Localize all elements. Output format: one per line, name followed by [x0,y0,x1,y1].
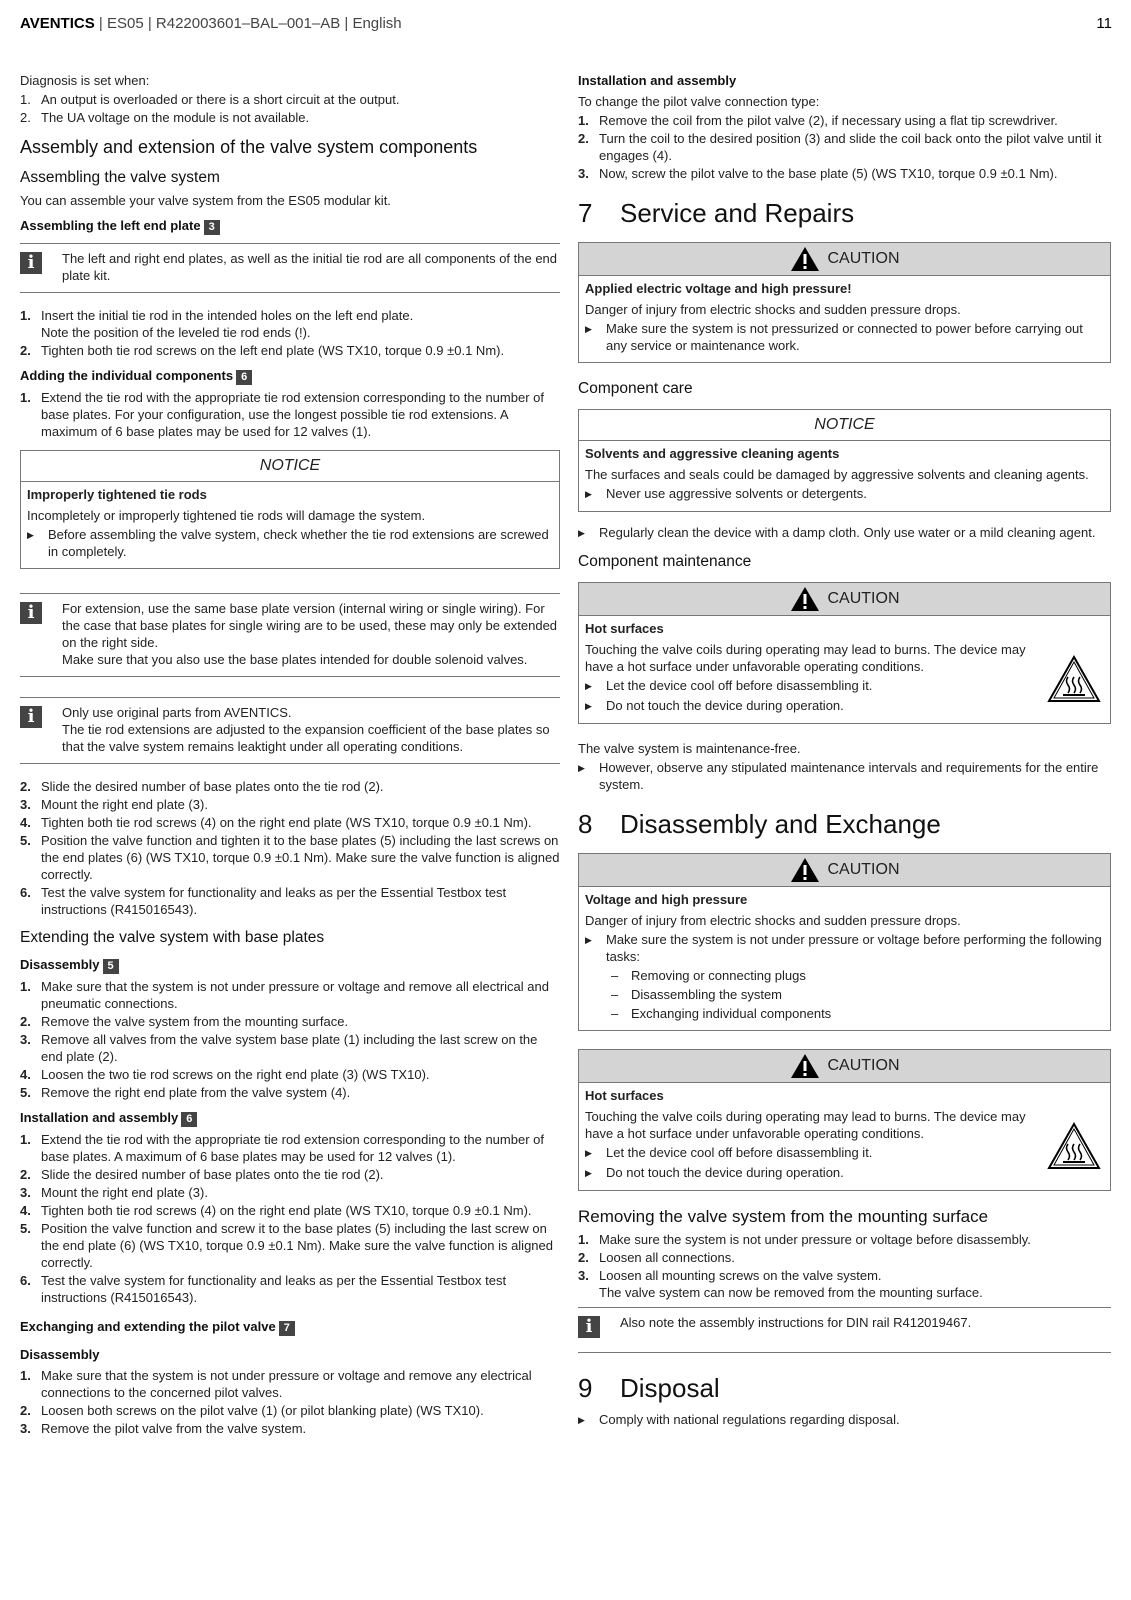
list-item: 2. Loosen both screws on the pilot valve (1) (or pilot blanking plate) (WS TX10). [20,1403,484,1418]
list-item: 1. An output is overloaded or there is a short circuit at the output. [20,92,400,107]
list-item: ▶ Never use aggressive solvents or detergents. [585,486,867,501]
brand-name: AVENTICS [20,15,95,32]
list-item: 5. Remove the right end plate from the valve system (4). [20,1085,351,1100]
list-item: 1. Extend the tie rod with the appropriate tie rod extension corresponding to the number of base plates. For your configuration, use the longest possible tie rod extensions. A maximum of 6 base plates may be used for 12 valves (1). [20,390,544,439]
figure-ref: 6 [181,1112,197,1127]
caution-box: CAUTION Applied electric voltage and high pressure! Danger of injury from electric shocks and sudden pressure drops. ▶ Make sure the system is not pressurized or connected to power before carrying out any service or maintenance work. [578,242,1111,363]
figure-ref: 5 [103,959,119,974]
figure-ref: 3 [204,220,220,235]
bullet-arrow-icon: ▶ [27,530,34,540]
warning-triangle-icon [790,246,820,272]
list-item: 2. Slide the desired number of base plates onto the tie rod (2). [20,1167,384,1182]
list-item: 1. Make sure the system is not under pressure or voltage before disassembly. [578,1232,1031,1247]
heading-removing: Removing the valve system from the mounting surface [578,1207,989,1226]
list-item: 2. Tighten both tie rod screws on the left end plate (WS TX10, torque 0.9 ±0.1 Nm). [20,343,505,358]
list-item: 6. Test the valve system for functionality and leaks as per the Essential Testbox test instructions (R415016543). [20,1273,507,1305]
list-item: ▶ Regularly clean the device with a damp cloth. Only use water or a mild cleaning agent. [578,525,1096,540]
left-column [20,72,560,1438]
notice-box: NOTICE Solvents and aggressive cleaning agents The surfaces and seals could be damaged by aggressive solvents and cleaning agents. ▶ Never use aggressive solvents or detergents. [578,409,1111,512]
heading-extending: Extending the valve system with base plates [20,929,325,946]
warning-triangle-icon [790,586,820,612]
page-number: 11 [1096,15,1112,32]
list-item: ▶ Let the device cool off before disassembling it. [585,1145,873,1160]
info-box: i Also note the assembly instructions for DIN rail R412019467. [578,1307,1111,1353]
list-item: 3. Remove all valves from the valve system base plate (1) including the last screw on the end plate (2). [20,1032,538,1064]
caution-box: CAUTION Voltage and high pressure Danger of injury from electric shocks and sudden pressure drops. ▶ Make sure the system is not under pressure or voltage before performing the following tasks: – Removing or connecting plugs – Disassembling the system – Exchanging individual components [578,853,1111,1031]
installation-steps [20,1131,560,1306]
list-item: 3. Remove the pilot valve from the valve system. [20,1421,307,1436]
list-item: – Removing or connecting plugs [611,968,806,983]
diagnosis-intro: Diagnosis is set when: [20,73,150,88]
notice-title: NOTICE [579,410,1110,441]
list-item: 5. Position the valve function and tighten it to the base plates (5) including the last screws on the end plates (6) (WS TX10, torque 0.9 ±0.1 Nm). Make sure the valve function is aligned correctly. [20,833,560,882]
bullet-arrow-icon: ▶ [585,1148,592,1158]
bullet-arrow-icon: ▶ [585,681,592,691]
list-item: – Disassembling the system [611,987,782,1002]
list-item: 6. Test the valve system for functionality and leaks as per the Essential Testbox test instructions (R415016543). [20,885,507,917]
heading-disassembly-pilot: Disassembly [20,1347,100,1362]
heading-pilot-valve: Exchanging and extending the pilot valve 7 [20,1318,560,1336]
caution-box: CAUTION Hot surfaces Touching the valve coils during operating may lead to burns. The device may have a hot surface under unfavorable operating conditions. ▶ Let the device cool off before disassembling it. ▶ Do not touch the device during operation. [578,1049,1111,1191]
list-item: 4. Loosen the two tie rod screws on the right end plate (3) (WS TX10). [20,1067,430,1082]
list-item: ▶ However, observe any stipulated maintenance intervals and requirements for the entire system. [578,760,1099,792]
list-item: ▶ Make sure the system is not under pressure or voltage before performing the following tasks: [585,932,1102,964]
heading-component-care: Component care [578,380,693,397]
info-box: i The left and right end plates, as well as the initial tie rod are all components of the end plate kit. [20,243,560,293]
left-end-steps [20,307,560,359]
heading-assembling: Assembling the valve system [20,169,220,186]
list-item: 3. Mount the right end plate (3). [20,797,208,812]
info-icon: i [20,602,42,624]
list-item: ▶ Do not touch the device during operation. [585,698,844,713]
heading-disassembly: Disassembly 5 [20,956,560,974]
list-item: 2. The UA voltage on the module is not available. [20,110,310,125]
list-item: 1. Make sure that the system is not under pressure or voltage and remove all electrical and pneumatic connections. [20,979,549,1011]
list-item: 4. Tighten both tie rod screws (4) on the right end plate (WS TX10, torque 0.9 ±0.1 Nm). [20,1203,532,1218]
disassembly-steps [20,978,560,1101]
bullet-arrow-icon: ▶ [585,701,592,711]
section-7-title: 7 Service and Repairs [578,198,855,228]
bullet-arrow-icon: ▶ [578,763,585,773]
document-id: | ES05 | R422003601–BAL–001–AB | English [94,15,402,32]
list-item: 3. Now, screw the pilot valve to the base plate (5) (WS TX10, torque 0.9 ±0.1 Nm). [578,166,1058,181]
section-9-title: 9 Disposal [578,1373,720,1403]
page-header [20,15,1112,32]
bullet-arrow-icon: ▶ [578,528,585,538]
list-item: ▶ Comply with national regulations regarding disposal. [578,1412,900,1427]
notice-box: NOTICE Improperly tightened tie rods Incompletely or improperly tightened tie rods will damage the system. ▶ Before assembling the valve system, check whether the tie rod extensions are screwed in completely. [20,450,560,569]
assembling-text: You can assemble your valve system from the ES05 modular kit. [20,193,391,208]
heading-installation-pilot: Installation and assembly [578,73,737,88]
pilot-disassembly-steps [20,1367,560,1437]
section-8-title: 8 Disassembly and Exchange [578,809,941,839]
pilot-install-steps [578,112,1111,182]
caution-box: CAUTION Hot surfaces Touching the valve coils during operating may lead to burns. The device may have a hot surface under unfavorable operating conditions. ▶ Let the device cool off before disassembling it. ▶ Do not touch the device during operation. [578,582,1111,724]
right-column: Installation and assembly To change the pilot valve connection type: 1. Remove the coil from the pilot valve (2), if necessary using a flat tip screwdriver. 2. Turn the coil to the desired position (3) and slide the coil back onto the pilot valve until it engages (4). 3. Now, screw the pilot valve to the base plate (5) (WS TX10, torque 0.9 ±0.1 Nm). 7 Service and Repairs CAUTION Applied electric voltage and high pressure! Danger of injury from electric shocks and sudden pressure drops. ▶ Make sure the system is not pressurized or connected to power before carrying out any service or maintenance work. Component care NOTICE Solvents and aggressive cleaning agents The surfaces and seals could be damaged by aggressive solvents and cleaning agents. ▶ Never use aggressive solvents or detergents. ▶ Regularly clean the device with a damp cloth. Only use water or a mild cleaning agent. Component maintenance CAUTION Hot surfaces Touching the valve coils during operating may lead to burns. The device may have a hot surface under unfavorable operating conditions. ▶ Let the device cool off before disassembling it. ▶ Do not touch the device during operation. The valve system is maintenance-free. ▶ However, observe any stipulated maintenance intervals and requirements for the entire system. 8 Disassembly and Exchange CAUTION Voltage and high pressure Danger of injury from electric shocks and sudden pressure drops. ▶ Make sure the system is not under pressure or voltage before performing the following tasks: – Removing or connecting plugs – Disassembling the system – Exchanging individual components CAUTION Hot surfaces Touching the valve coils during operating may lead to burns. The device may have a hot surface under unfavorable operating conditions. ▶ Let the device cool off before disassembling it. ▶ Do not touch the device during operation. Removing the valve system from the mounting surface 1. Make sure the system is not under pressure or voltage before disassembly. 2. Loosen all connections. 3. Loosen all mounting screws on the valve system. The valve system can now be removed from the mounting surface. i Also note the assembly instructions for DIN rail R412019467. 9 Disposal ▶ Comply with national regulations regarding disposal. [578,72,1111,1431]
list-item: 5. Position the valve function and screw it to the base plates (5) including the last screw on the end plate (6) (WS TX10, torque 0.9 ±0.1 Nm). Make sure the valve function is aligned correctly. [20,1221,553,1270]
info-box: i Only use original parts from AVENTICS. The tie rod extensions are adjusted to the expansion coefficient of the base plates so that the valve system remains leaktight under all operating conditions. [20,697,560,764]
info-box: i For extension, use the same base plate version (internal wiring or single wiring). For the case that base plates for single wiring are to be used, these may only be extended on the right side. Make sure that you also use the base plates intended for double solenoid valves. [20,593,560,677]
list-item: – Exchanging individual components [611,1006,832,1021]
list-item: ▶ Do not touch the device during operation. [585,1165,844,1180]
list-item: 1. Make sure that the system is not under pressure or voltage and remove any electrical connections to the concerned pilot valves. [20,1368,532,1400]
list-item: 4. Tighten both tie rod screws (4) on the right end plate (WS TX10, torque 0.9 ±0.1 Nm). [20,815,532,830]
list-item: 2. Loosen all connections. [578,1250,735,1265]
heading-adding-components: Adding the individual components 6 [20,367,560,385]
heading-installation: Installation and assembly 6 [20,1109,560,1127]
list-item: 1. Extend the tie rod with the appropriate tie rod extension corresponding to the number of base plates. A maximum of 6 base plates may be used for 12 valves (1). [20,1132,544,1164]
list-item: ▶ Make sure the system is not pressurized or connected to power before carrying out any service or maintenance work. [585,321,1083,353]
info-icon: i [20,252,42,274]
caution-title: CAUTION [827,250,900,267]
diagnosis-list [20,91,560,126]
list-item: 2. Turn the coil to the desired position (3) and slide the coil back onto the pilot valve until it engages (4). [578,131,1102,163]
list-item: ▶ Before assembling the valve system, check whether the tie rod extensions are screwed in completely. [27,527,549,559]
caution-title: CAUTION [827,1057,900,1074]
list-item: 1. Insert the initial tie rod in the intended holes on the left end plate. Note the position of the leveled tie rod ends (!). [20,308,414,340]
bullet-arrow-icon: ▶ [585,1168,592,1178]
removing-steps [578,1231,1111,1301]
notice-title: NOTICE [21,451,559,482]
warning-triangle-icon [790,1053,820,1079]
info-icon: i [20,706,42,728]
list-item: 3. Mount the right end plate (3). [20,1185,208,1200]
bullet-arrow-icon: ▶ [585,935,592,945]
figure-ref: 7 [279,1321,295,1336]
bullet-arrow-icon: ▶ [578,1415,585,1425]
list-item: 2. Remove the valve system from the mounting surface. [20,1014,349,1029]
heading-component-maintenance: Component maintenance [578,553,752,570]
list-item: 2. Slide the desired number of base plates onto the tie rod (2). [20,779,384,794]
warning-triangle-icon [790,857,820,883]
heading-assembly-extension: Assembly and extension of the valve system components [20,137,478,157]
adding-steps [20,778,560,918]
bullet-arrow-icon: ▶ [585,489,592,499]
list-item: 1. Remove the coil from the pilot valve (2), if necessary using a flat tip screwdriver. [578,113,1058,128]
bullet-arrow-icon: ▶ [585,324,592,334]
hot-surface-icon [1047,655,1101,703]
heading-left-end-plate: Assembling the left end plate 3 [20,217,560,235]
figure-ref: 6 [236,370,252,385]
caution-title: CAUTION [827,590,900,607]
hot-surface-icon [1047,1122,1101,1170]
info-icon: i [578,1316,600,1338]
list-item: ▶ Let the device cool off before disassembling it. [585,678,873,693]
list-item: 3. Loosen all mounting screws on the valve system. The valve system can now be removed from the mounting surface. [578,1268,983,1300]
caution-title: CAUTION [827,861,900,878]
